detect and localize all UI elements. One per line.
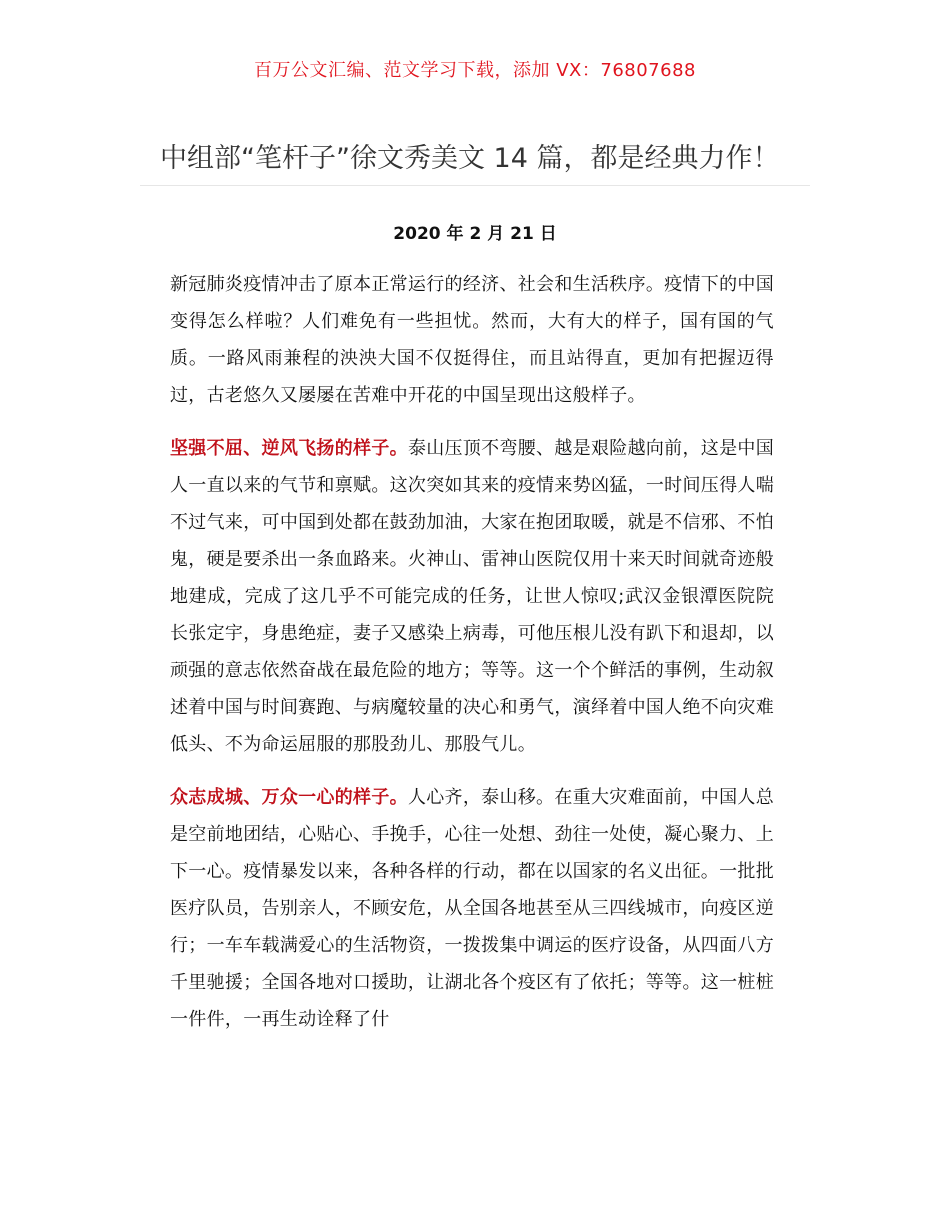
title-divider: [140, 185, 810, 186]
header-banner: 百万公文汇编、范文学习下载，添加 VX：76807688: [254, 60, 696, 81]
paragraph-text: 人心齐，泰山移。在重大灾难面前，中国人总是空前地团结，心贴心、手挽手，心往一处想、劲往一处使，凝心聚力、上下一心。疫情暴发以来，各种各样的行动，都在以国家的名义出征。一批批医疗队员，告别亲人，不顾安危，从全国各地甚至从三四线城市，向疫区逆行；一车车载满爱心的生活物资，一拨拨集中调运的医疗设备，从四面八方千里驰援；全国各地对口援助，让湖北各个疫区有了依托；等等。这一桩桩一件件，一再生动诠释了什: [170, 787, 774, 1030]
paragraph-2: [170, 430, 774, 763]
article-body: [170, 266, 774, 1054]
article-title: 中组部“笔杆子”徐文秀美文 14 篇，都是经典力作！: [160, 143, 780, 174]
paragraph-lead: 坚强不屈、逆风飞扬的样子。: [170, 438, 408, 459]
paragraph-text: 泰山压顶不弯腰、越是艰险越向前，这是中国人一直以来的气节和禀赋。这次突如其来的疫情来势凶猛，一时间压得人喘不过气来，可中国到处都在鼓劲加油，大家在抱团取暖，就是不信邪、不怕鬼，硬是要杀出一条血路来。火神山、雷神山医院仅用十来天时间就奇迹般地建成，完成了这几乎不可能完成的任务，让世人惊叹;武汉金银潭医院院长张定宇，身患绝症，妻子又感染上病毒，可他压根儿没有趴下和退却，以顽强的意志依然奋战在最危险的地方；等等。这一个个鲜活的事例，生动叙述着中国与时间赛跑、与病魔较量的决心和勇气，演绎着中国人绝不向灾难低头、不为命运屈服的那股劲儿、那股气儿。: [170, 438, 774, 755]
paragraph-3: [170, 779, 774, 1038]
publish-date: 2020 年 2 月 21 日: [393, 224, 557, 244]
paragraph-lead: 众志成城、万众一心的样子。: [170, 787, 408, 808]
paragraph-1: [170, 266, 774, 414]
paragraph-text: 新冠肺炎疫情冲击了原本正常运行的经济、社会和生活秩序。疫情下的中国变得怎么样啦？人们难免有一些担忧。然而，大有大的样子，国有国的气质。一路风雨兼程的泱泱大国不仅挺得住，而且站得直，更加有把握迈得过，古老悠久又屡屡在苦难中开花的中国呈现出这般样子。: [170, 274, 774, 406]
